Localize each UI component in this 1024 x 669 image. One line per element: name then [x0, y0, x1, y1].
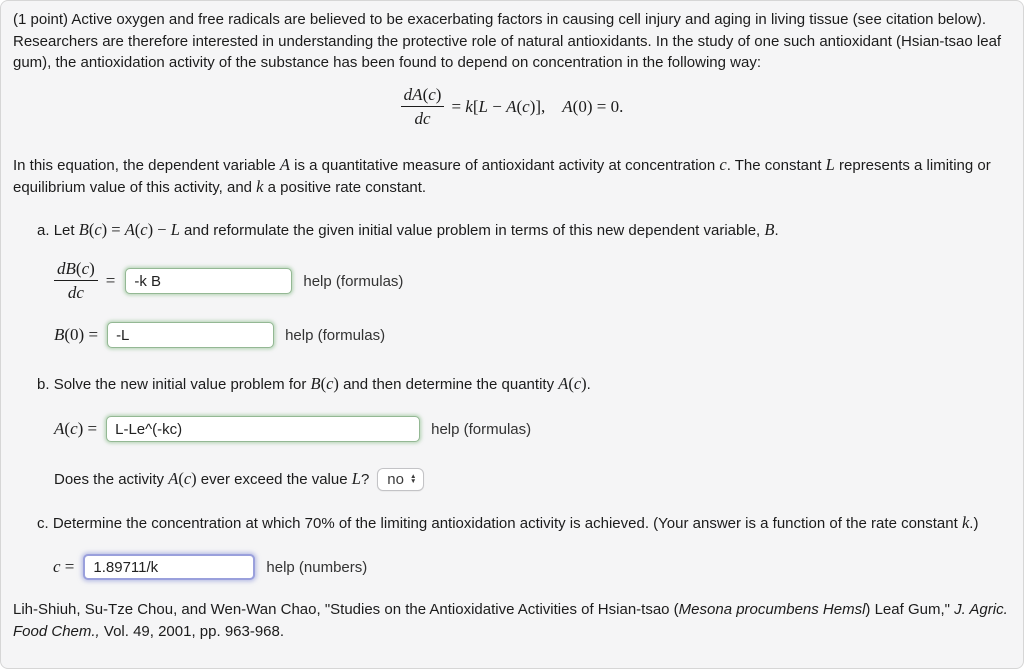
part-a-row1: [54, 257, 403, 305]
part-a-row2: [54, 320, 385, 350]
part-a-label: a.: [37, 222, 50, 239]
equals-sign: =: [105, 271, 116, 290]
arrow-up-icon: ▲: [409, 472, 417, 480]
exceed-select[interactable]: [377, 468, 424, 491]
exceed-select-value: no: [387, 470, 404, 488]
ac-label: A(c) =: [54, 419, 98, 438]
c-label: c =: [53, 557, 75, 576]
explanation-paragraph: In this equation, the dependent variable A is a quantitative measure of antioxidant activity at concentration c. The constant L represents a limiting or equilibrium value of this activity, and k a positive rate constant.: [13, 155, 991, 196]
fraction-numerator: dA(c): [403, 85, 442, 104]
equation-rhs: = k[L − A(c)], A(0) = 0.: [451, 96, 624, 116]
b0-label: B(0) =: [54, 325, 99, 344]
db-fraction-denominator: dc: [67, 283, 84, 302]
part-c-text: [37, 513, 1003, 535]
part-b-statement: Solve the new initial value problem for B(c) and then determine the quantity A(c).: [53, 374, 591, 393]
fraction-denominator: dc: [414, 108, 431, 128]
help-formulas-link-1[interactable]: help (formulas): [303, 272, 404, 290]
ac-answer-input[interactable]: [106, 416, 420, 442]
exceed-question-text: Does the activity A(c) ever exceed the value L?: [54, 468, 370, 488]
part-c-label: c.: [37, 515, 49, 532]
equation-fraction: [401, 85, 445, 128]
part-b-label: b.: [37, 376, 50, 393]
citation: Lih-Shiuh, Su-Tze Chou, and Wen-Wan Chao, "Studies on the Antioxidative Activities of Hsian-tsao (Mesona procumbens Hemsl) Leaf Gum," J. Agric. Food Chem., Vol. 49, 2001, pp. 963-968.: [13, 601, 1008, 640]
intro-paragraph: (1 point) Active oxygen and free radicals are believed to be exacerbating factors in causing cell injury and aging in living tissue (see citation below). Researchers are therefore interested in understanding the protective role of natural antioxidants. In the study of one such antioxidant (Hsian-tsao leaf gum), the antioxidation activity of the substance has been found to depend on concentration in the following way:: [13, 11, 1002, 71]
help-formulas-link-2[interactable]: help (formulas): [285, 326, 386, 344]
help-formulas-link-3[interactable]: help (formulas): [431, 420, 532, 438]
select-arrows-icon: [410, 474, 416, 485]
arrow-down-icon: ▼: [409, 478, 417, 485]
db-dc-fraction: [54, 259, 98, 302]
c-answer-input[interactable]: [83, 554, 255, 580]
db-fraction-numerator: dB(c): [57, 259, 95, 279]
exceed-question-row: [54, 466, 424, 492]
part-b-text: [37, 374, 1003, 396]
part-a-statement: Let B(c) = A(c) − L and reformulate the given initial value problem in terms of this new dependent variable, B.: [53, 220, 779, 239]
help-numbers-link[interactable]: help (numbers): [266, 558, 368, 576]
db-fraction-bar: [54, 280, 98, 281]
part-b-row: [54, 414, 531, 444]
b0-answer-input[interactable]: [107, 322, 274, 348]
part-c-row: [53, 552, 367, 582]
part-c-statement: Determine the concentration at which 70% of the limiting antioxidation activity is achieved. (Your answer is a function of the rate constant k.): [52, 513, 979, 532]
db-dc-answer-input[interactable]: [125, 268, 292, 294]
fraction-bar: [401, 106, 445, 107]
part-a-text: [37, 220, 1003, 242]
main-equation: [1, 85, 1023, 128]
